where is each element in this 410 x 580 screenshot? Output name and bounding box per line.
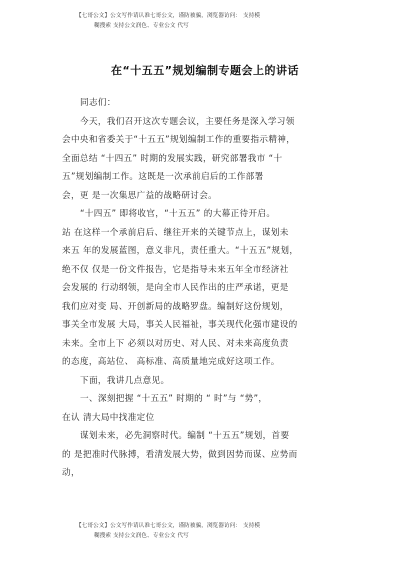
body-line: 五”规划编制工作。这既是一次承前启后的工作部署 <box>62 172 264 182</box>
body-line: 全面总结 “十四五” 时期的发展实践，研究部署我市 “十 <box>62 153 283 164</box>
footer-banner-line2: 糊搜索 支持公文润色、专业公文 代写 <box>94 533 189 539</box>
footer-banner <box>76 521 346 541</box>
section-heading-line: 在认 清大局中找准定位 <box>62 412 155 423</box>
header-banner-line1: 【七哥公文】公文写作请认准七哥公文，谨防被骗，浏览器访问： 支持模 <box>76 13 261 19</box>
body-line: 事关全市发展 大局，事关人民福祉，事关现代化强市建设的 <box>62 320 298 330</box>
header-banner-line2: 糊搜索 支持公文润色、专业公文 代写 <box>94 23 189 29</box>
header-banner <box>76 11 346 31</box>
body-line: 的态度，高站位、 高标准、高质量地完成好这项工作。 <box>62 357 280 367</box>
body-line: “十四五” 即将收官，“十五五” 的大幕正待开启。 <box>80 209 276 219</box>
section-heading-line: 一、深刻把握 “十五五” 时期的 “ 时”与 “势”， <box>80 394 268 404</box>
footer-banner-line1: 【七哥公文】公文写作请认准七哥公文，谨防被骗，浏览器访问： 支持模 <box>76 523 261 529</box>
body-line: 会发展的 行动纲领，是向全市人民作出的庄严承诺，更是 <box>62 283 289 293</box>
body-line: 绝不仅 仅是一份文件报告，它是指导未来五年全市经济社 <box>62 264 289 275</box>
body-line: 会中央和省委关于“十五五”规划编制工作的重要指示精神， <box>62 135 296 145</box>
body-line: 谋划未来，必先洞察时代。编制 “十五五”规划，首要 <box>80 431 290 441</box>
body-line: 的 是把准时代脉搏，看清发展大势，做到因势而谋、应势而 <box>62 449 298 460</box>
body-line: 下面，我讲几点意见。 <box>80 375 170 386</box>
body-line: 未来。全市上下 必须以对历史、对人民、对未来高度负责 <box>62 338 289 349</box>
body-line: 我们应对变 局、开创新局的战略罗盘。编制好这份规划， <box>62 301 289 312</box>
body-line: 动， <box>62 468 80 478</box>
document-body <box>62 94 352 483</box>
body-line: 会，更 是一次集思广益的战略研讨会。 <box>62 190 218 201</box>
body-line: 今天，我们召开这次专题会议，主要任务是深入学习领 <box>80 116 295 127</box>
body-line: 站 在这样一个承前启后、继往开来的关键节点上，谋划未 <box>62 227 289 238</box>
salutation: 同志们： <box>80 98 116 108</box>
document-title: 在“十五五”规划编制专题会上的讲话 <box>111 64 299 77</box>
body-line: 来五 年的发展蓝图，意义非凡，责任重大。“十五五”规划， <box>62 246 299 256</box>
